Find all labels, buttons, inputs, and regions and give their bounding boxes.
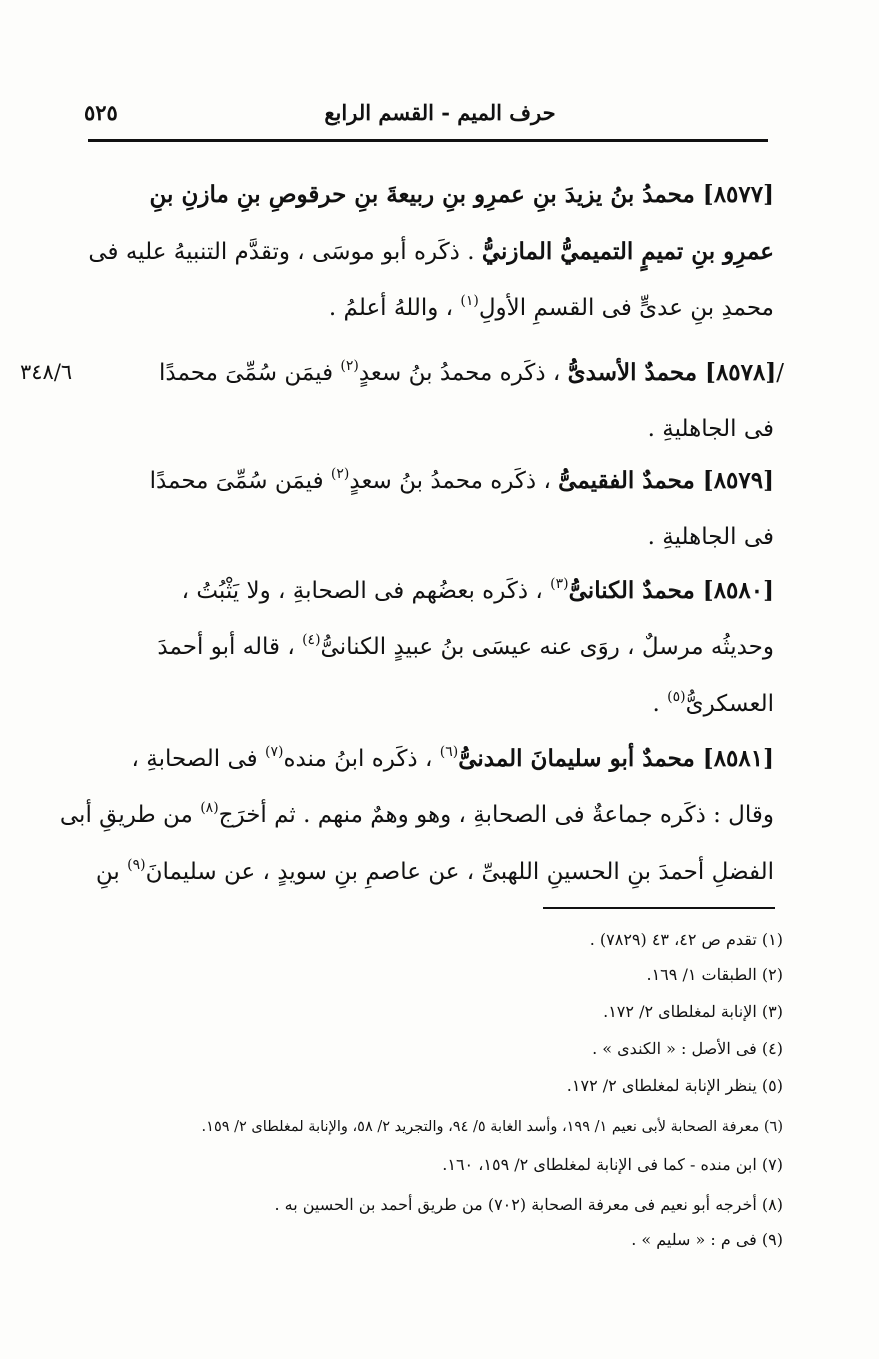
footnote-ref: (٢)	[340, 358, 359, 374]
footnote-ref: (٨)	[200, 800, 219, 816]
entry-line: /[٨٥٧٨] محمدٌ الأسدىُّ ، ذكَره محمدُ بنُ سعدٍ$^{(٢)}$ فيمَن سُمِّىَ محمدًا	[159, 358, 784, 386]
footnote-9: (٩) فى م : « سليم » .	[631, 1230, 783, 1249]
entry-line: وحديثُه مرسلٌ ، روَى عنه عيسَى بنُ عبيدٍ الكنانىُّ$^{(٤)}$ ، قاله أبو أحمدَ	[157, 632, 774, 660]
entry-line: فى الجاهليةِ .	[647, 416, 774, 442]
footnote-ref: (٧)	[264, 744, 284, 760]
entry-line: عمرِو بنِ تميمٍ التميميُّ المازنيُّ . ذكَره أبو موسَى ، وتقدَّم التنبيهُ عليه فى	[88, 238, 774, 265]
footnote-2: (٢) الطبقات ١/ ١٦٩.	[646, 965, 783, 984]
entry-line: [٨٥٧٧] محمدُ بنُ يزيدَ بنِ عمرِو بنِ ربيعةَ بنِ حرقوصِ بنِ مازنِ بنِ	[149, 181, 774, 208]
entry-8578	[84, 344, 784, 458]
footnote-4: (٤) فى الأصل : « الكندى » .	[592, 1039, 783, 1058]
footnote-ref: (٥)	[667, 689, 686, 705]
margin-reference: ٣٤٨/٦	[20, 360, 73, 384]
entry-line: [٨٥٨٠] محمدٌ الكنانىُّ$^{(٣)}$ ، ذكَره بعضُهم فى الصحابةِ ، ولا يَثْبُتُ ،	[181, 576, 774, 604]
entry-line: [٨٥٨١] محمدٌ أبو سليمانَ المدنىُّ$^{(٦)}$ ، ذكَره ابنُ منده$^{(٧)}$ فى الصحابةِ ،	[131, 744, 774, 772]
footnote-ref: (٦)	[439, 744, 459, 760]
footnote-5: (٥) ينظر الإنابة لمغلطاى ٢/ ١٧٢.	[566, 1076, 783, 1095]
footnote-ref: (١)	[460, 293, 479, 309]
entry-line: الفضلِ أحمدَ بنِ الحسينِ اللهبىِّ ، عن عاصمِ بنِ سويدٍ ، عن سليمانَ$^{(٩)}$ بنِ	[95, 857, 774, 885]
entry-8577	[84, 166, 774, 337]
footnote-6: (٦) معرفة الصحابة لأبى نعيم ١/ ١٩٩، وأسد الغابة ٥/ ٩٤، والتجريد ٢/ ٥٨، والإنابة لمغلطاى ٢/ ١٥٩.	[201, 1119, 783, 1135]
header-divider	[88, 139, 768, 142]
entry-line: محمدِ بنِ عدىٍّ فى القسمِ الأولِ$^{(١)}$ ، واللهُ أعلمُ .	[328, 293, 774, 321]
page-number: ٥٢٥	[84, 100, 118, 125]
footnote-1: (١) تقدم ص ٤٢، ٤٣ (٧٨٢٩) .	[589, 930, 783, 949]
footnote-divider	[543, 907, 775, 909]
entry-8580	[84, 562, 774, 733]
footnote-3: (٣) الإنابة لمغلطاى ٢/ ١٧٢.	[603, 1002, 783, 1021]
footnote-ref: (٩)	[127, 857, 146, 873]
entry-8579	[84, 452, 774, 566]
footnote-7: (٧) ابن منده - كما فى الإنابة لمغلطاى ٢/ ١٥٩، ١٦٠.	[442, 1155, 783, 1174]
entry-8581	[59, 730, 774, 901]
running-header-title: حرف الميم - القسم الرابع	[324, 100, 556, 125]
footnote-ref: (٣)	[550, 576, 569, 592]
footnote-ref: (٤)	[302, 632, 321, 648]
footnote-8: (٨) أخرجه أبو نعيم فى معرفة الصحابة (٧٠٢) من طريق أحمد بن الحسين به .	[274, 1195, 783, 1214]
entry-line: فى الجاهليةِ .	[647, 524, 774, 550]
footnote-ref: (٢)	[330, 466, 350, 482]
entry-line: وقال : ذكَره جماعةٌ فى الصحابةِ ، وهو وهمٌ منهم . ثم أخرَج$^{(٨)}$ من طريقِ أبى	[59, 800, 774, 828]
entry-line: العسكرىُّ$^{(٥)}$ .	[652, 689, 774, 717]
entry-line: [٨٥٧٩] محمدٌ الفقيمىُّ ، ذكَره محمدُ بنُ سعدٍ$^{(٢)}$ فيمَن سُمِّىَ محمدًا	[149, 466, 774, 494]
